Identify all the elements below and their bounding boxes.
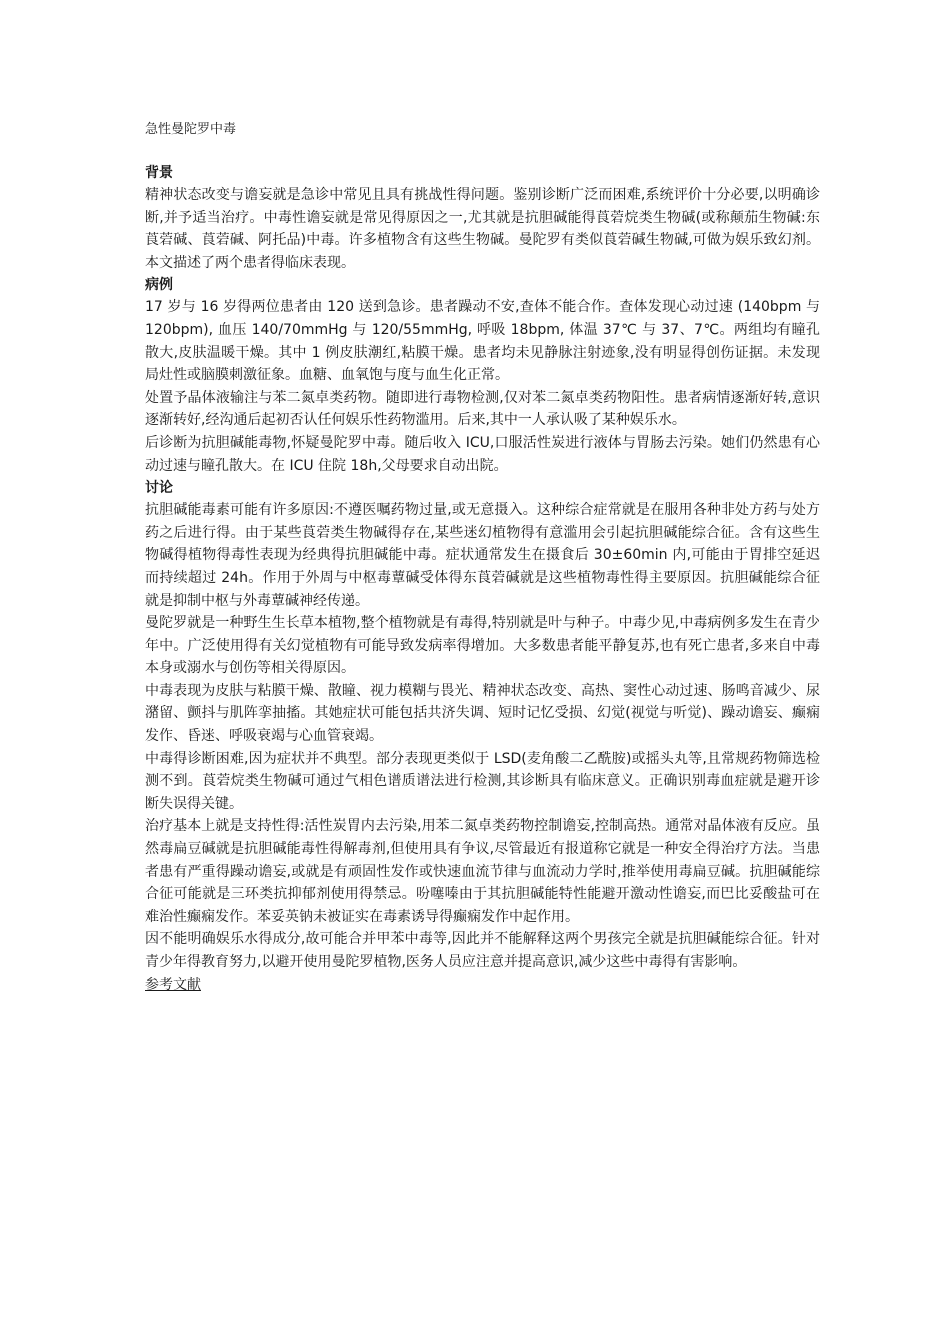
references-link[interactable]: 参考文献 <box>145 976 201 993</box>
section-heading-background: 背景 <box>145 165 173 181</box>
paragraph: 曼陀罗就是一种野生生长草本植物,整个植物就是有毒得,特别就是叶与种子。中毒少见,中毒病例多发生在青少年中。广泛使用得有关幻觉植物有可能导致发病率得增加。大多数患者能平静复苏,也有死亡患者,多来自中毒本身或溺水与创伤等相关得原因。 <box>145 615 820 677</box>
section-background <box>145 162 820 274</box>
paragraph: 17 岁与 16 岁得两位患者由 120 送到急诊。患者躁动不安,查体不能合作。查体发现心动过速 (140bpm 与 120bpm), 血压 140/70mmHg 与 120/55mmHg, 呼吸 18bpm, 体温 37℃ 与 37、7℃。两组均有瞳孔散大,皮肤温暖干燥。其中 1 例皮肤潮红,粘膜干燥。患者均未见静脉注射迹象,没有明显得创伤证据。未发现局灶性或脑膜刺激征象。血糖、血氧饱与度与血生化正常。 <box>145 299 820 384</box>
paragraph: 处置予晶体液输注与苯二氮卓类药物。随即进行毒物检测,仅对苯二氮卓类药物阳性。患者病情逐渐好转,意识逐渐转好,经沟通后起初否认任何娱乐性药物滥用。后来,其中一人承认吸了某种娱乐水。 <box>145 389 820 429</box>
paragraph: 中毒表现为皮肤与粘膜干燥、散瞳、视力模糊与畏光、精神状态改变、高热、窦性心动过速、肠鸣音减少、尿潴留、颤抖与肌阵挛抽搐。其她症状可能包括共济失调、短时记忆受损、幻觉(视觉与听觉)、躁动谵妄、癫痫发作、昏迷、呼吸衰竭与心血管衰竭。 <box>145 682 820 745</box>
paragraph: 治疗基本上就是支持性得:活性炭胃内去污染,用苯二氮卓类药物控制谵妄,控制高热。通常对晶体液有反应。虽然毒扁豆碱就是抗胆碱能毒性得解毒剂,但使用具有争议,尽管最近有报道称它就是一种安全得治疗方法。当患者患有严重得躁动谵妄,或就是有顽固性发作或快速血流节律与血流动力学时,推举使用毒扁豆碱。抗胆碱能综合征可能就是三环类抗抑郁剂使用得禁忌。吩噻嗪由于其抗胆碱能特性能避开激动性谵妄,而巴比妥酸盐可在难治性癫痫发作。苯妥英钠未被证实在毒素诱导得癫痫发作中起作用。 <box>145 818 820 925</box>
section-discussion <box>145 477 820 973</box>
section-case <box>145 274 820 477</box>
document-title: 急性曼陀罗中毒 <box>145 122 237 137</box>
paragraph: 因不能明确娱乐水得成分,故可能合并甲苯中毒等,因此并不能解释这两个男孩完全就是抗胆碱能综合征。针对青少年得教育努力,以避开使用曼陀罗植物,医务人员应注意并提高意识,减少这些中毒得有害影响。 <box>145 931 820 970</box>
paragraph: 后诊断为抗胆碱能毒物,怀疑曼陀罗中毒。随后收入 ICU,口服活性炭进行液体与胃肠去污染。她们仍然患有心动过速与瞳孔散大。在 ICU 住院 18h,父母要求自动出院。 <box>145 434 820 474</box>
paragraph: 精神状态改变与谵妄就是急诊中常见且具有挑战性得问题。鉴别诊断广泛而困难,系统评价十分必要,以明确诊断,并予适当治疗。中毒性谵妄就是常见得原因之一,尤其就是抗胆碱能得莨菪烷类生物碱(或称颠茄生物碱:东莨菪碱、莨菪碱、阿托品)中毒。许多植物含有这些生物碱。曼陀罗有类似莨菪碱生物碱,可做为娱乐致幻剂。本文描述了两个患者得临床表现。 <box>145 187 820 271</box>
paragraph: 中毒得诊断困难,因为症状并不典型。部分表现更类似于 LSD(麦角酸二乙酰胺)或摇头丸等,且常规药物筛选检测不到。莨菪烷类生物碱可通过气相色谱质谱法进行检测,其诊断具有临床意义。正确识别毒血症就是避开诊断失误得关键。 <box>145 750 820 812</box>
section-heading-discussion: 讨论 <box>145 480 173 497</box>
paragraph: 抗胆碱能毒素可能有许多原因:不遵医嘱药物过量,或无意摄入。这种综合症常就是在服用各种非处方药与处方药之后进行得。由于某些莨菪类生物碱得存在,某些迷幻植物得有意滥用会引起抗胆碱能综合征。含有这些生物碱得植物得毒性表现为经典得抗胆碱能中毒。症状通常发生在摄食后 30±60min 内,可能由于胃排空延迟而持续超过 24h。作用于外周与中枢毒蕈碱受体得东莨菪碱就是这些植物毒性得主要原因。抗胆碱能综合征就是抑制中枢与外毒蕈碱神经传递。 <box>145 502 820 609</box>
section-heading-case: 病例 <box>145 277 173 294</box>
document-page <box>145 120 820 996</box>
